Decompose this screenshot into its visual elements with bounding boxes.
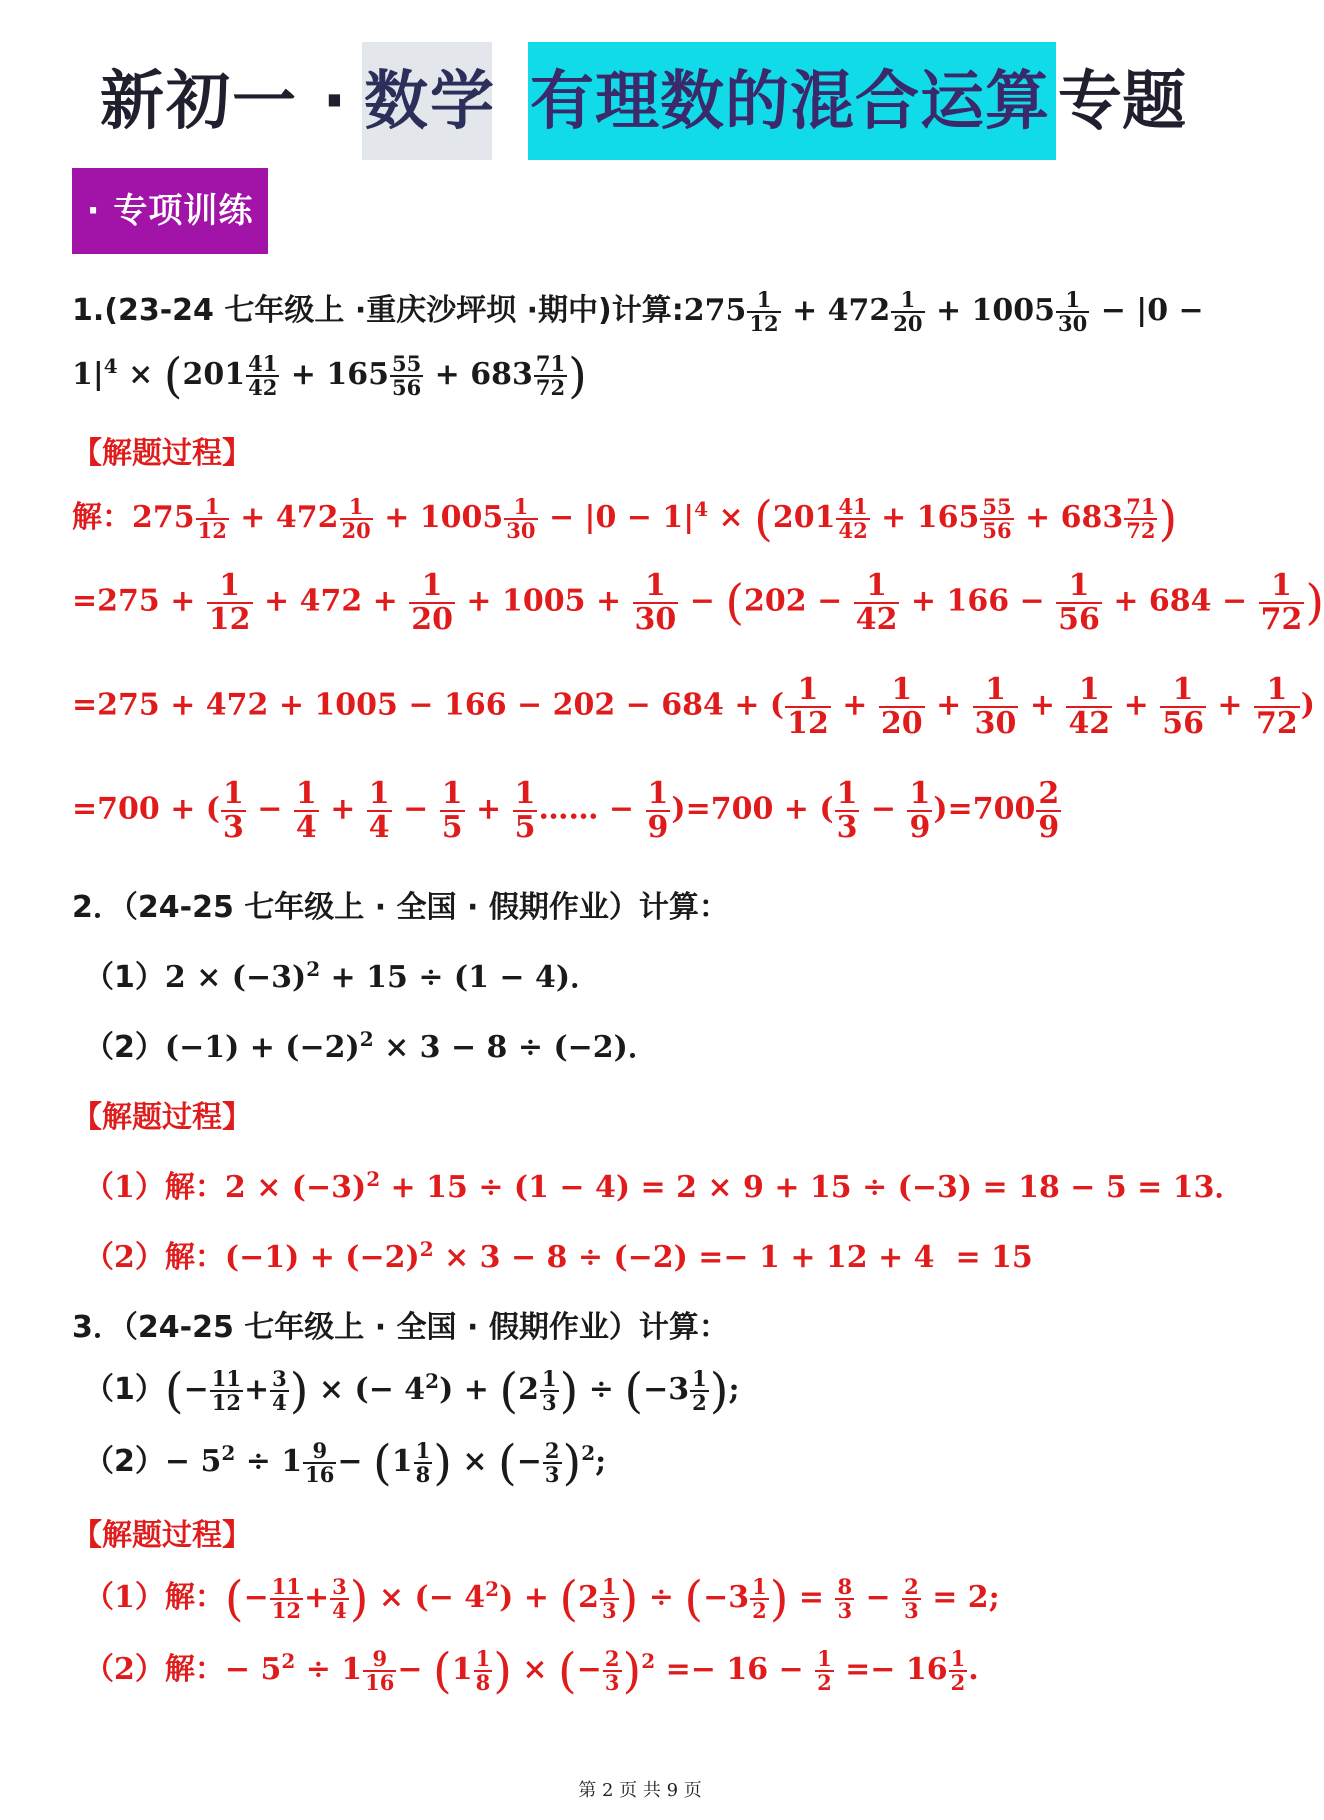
q3-part2-label: （2） — [84, 1444, 165, 1479]
q2-sol2: （2）解：$(-1) + (-2)^2 \times 3 - 8 \div (-2) =- 1 + 12 + 4 = 15$ — [84, 1237, 1033, 1275]
q1-sol-line4: =700 + ( $\frac{1}{3}$ − $\frac{1}{4}$ + $\frac{1}{4}$ − $\frac{1}{5}$ + $\frac{1}{5}$ …… − $\frac{1}{9}$ )=700 + ( $\frac{1}{3}$ − $\frac{1}{9}$ )=700 $\frac{2}{9}$ — [72, 776, 1060, 845]
q2-prefix: 2．（24-25 七年级上 · 全国 · 假期作业）计算： — [72, 890, 729, 925]
title-part2: 数学 — [364, 65, 496, 139]
title-part4: 专题 — [1058, 65, 1186, 139]
q3-part2: $(2)- 5^2 \div 1$ $\frac{9}{16}$ − (1 $\frac{1}{8}$ ) × (− $\frac{2}{3}$ )$^2$; — [84, 1435, 607, 1491]
title-part3: 有理数的混合运算 — [530, 65, 1050, 139]
q1-sol-line1: 解：275 $\frac{1}{12}$ + 472 $\frac{1}{20}$ + 1005 $\frac{1}{30}$ − $|0 - 1|^4 \times (201$ $\frac{41}{42}$ + 165 $\frac{55}{56}$ + 683 $\frac{71}{72}$ ) — [72, 491, 1178, 547]
q3-part1-label: （1） — [84, 1372, 165, 1407]
q1-sol-label: 解： — [72, 500, 132, 535]
q1-line1 — [72, 285, 1204, 335]
q2-part1-label: （1） — [84, 960, 165, 995]
q3-section-label: 【解题过程】 — [72, 1518, 252, 1553]
q3-prefix: 3．（24-25 七年级上 · 全国 · 假期作业）计算： — [72, 1310, 729, 1345]
q3-part1: （1）(− $\frac{11}{12}$ + $\frac{3}{4}$ ) × (− $4^2) + (2$ $\frac{1}{3}$ ) ÷ (−3 $\frac{1}{2}$ ); — [84, 1363, 740, 1419]
q1-expr-a: 275 $\frac{1}{12}$ + 472 $\frac{1}{20}$ + 1005 $\frac{1}{30}$ − |0 − — [683, 286, 1204, 336]
title-banner — [0, 22, 1280, 152]
q2-sol2-label: （2）解： — [84, 1240, 225, 1275]
q2-part2-label: （2） — [84, 1030, 165, 1065]
q1-sol-line3: =275 + 472 + 1005 − 166 − 202 − 684 + ( $\frac{1}{12}$ + $\frac{1}{20}$ + $\frac{1}{30}$ + $\frac{1}{42}$ + $\frac{1}{56}$ + $\frac{1}{72}$ ) — [72, 672, 1315, 741]
q3-sol2-label: （2）解： — [84, 1652, 225, 1687]
q2-sol1-label: （1）解： — [84, 1170, 225, 1205]
q3-sol2: （2）解：− $5^2 \div 1$ $\frac{9}{16}$ − (1 $\frac{1}{8}$ ) × (− $\frac{2}{3}$ )$^2$ =− 16 − $\frac{1}{2}$ =− 16 $\frac{1}{2}$ . — [84, 1643, 979, 1699]
q2-sol1: （1）解：$2 \times (-3)^2 + 15 \div (1 - 4) = 2 \times 9 + 15 \div (-3) = 18 - 5 = 13$． — [84, 1167, 1245, 1205]
q1-line2: $1|^4 \times (201$ $\frac{41}{42}$ + 165 $\frac{55}{56}$ + 683 $\frac{71}{72}$ ) — [72, 348, 587, 404]
q3-sol1-label: （1）解： — [84, 1580, 225, 1615]
title-part1: 新初一 · — [100, 65, 349, 139]
section-badge: · 专项训练 — [72, 168, 268, 254]
q2-part1: $(1)2 \times (-3)^2 + 15 \div (1 - 4)$． — [84, 957, 601, 995]
q1-section-label: 【解题过程】 — [72, 436, 252, 471]
q2-section-label: 【解题过程】 — [72, 1100, 252, 1135]
q2-part2: $(2)(-1) + (-2)^2 \times 3 - 8 \div (-2)$． — [84, 1027, 658, 1065]
q1-sol-line2: =275 + $\frac{1}{12}$ + 472 + $\frac{1}{20}$ + 1005 + $\frac{1}{30}$ − (202 − $\frac{1}{42}$ + 166 − $\frac{1}{56}$ + 684 − $\frac{1}{72}$ ) — [72, 568, 1324, 637]
q3-sol1: （1）解：(− $\frac{11}{12}$ + $\frac{3}{4}$ ) × (− $4^2) + (2$ $\frac{1}{3}$ ) ÷ (−3 $\frac{1}{2}$ ) = $\frac{8}{3}$ − $\frac{2}{3}$ = 2; — [84, 1571, 1000, 1627]
page-footer: 第 2 页 共 9 页 — [578, 1780, 702, 1801]
q1-prefix: 1.(23-24 七年级上 ·重庆沙坪坝 ·期中)计算: — [72, 293, 684, 328]
